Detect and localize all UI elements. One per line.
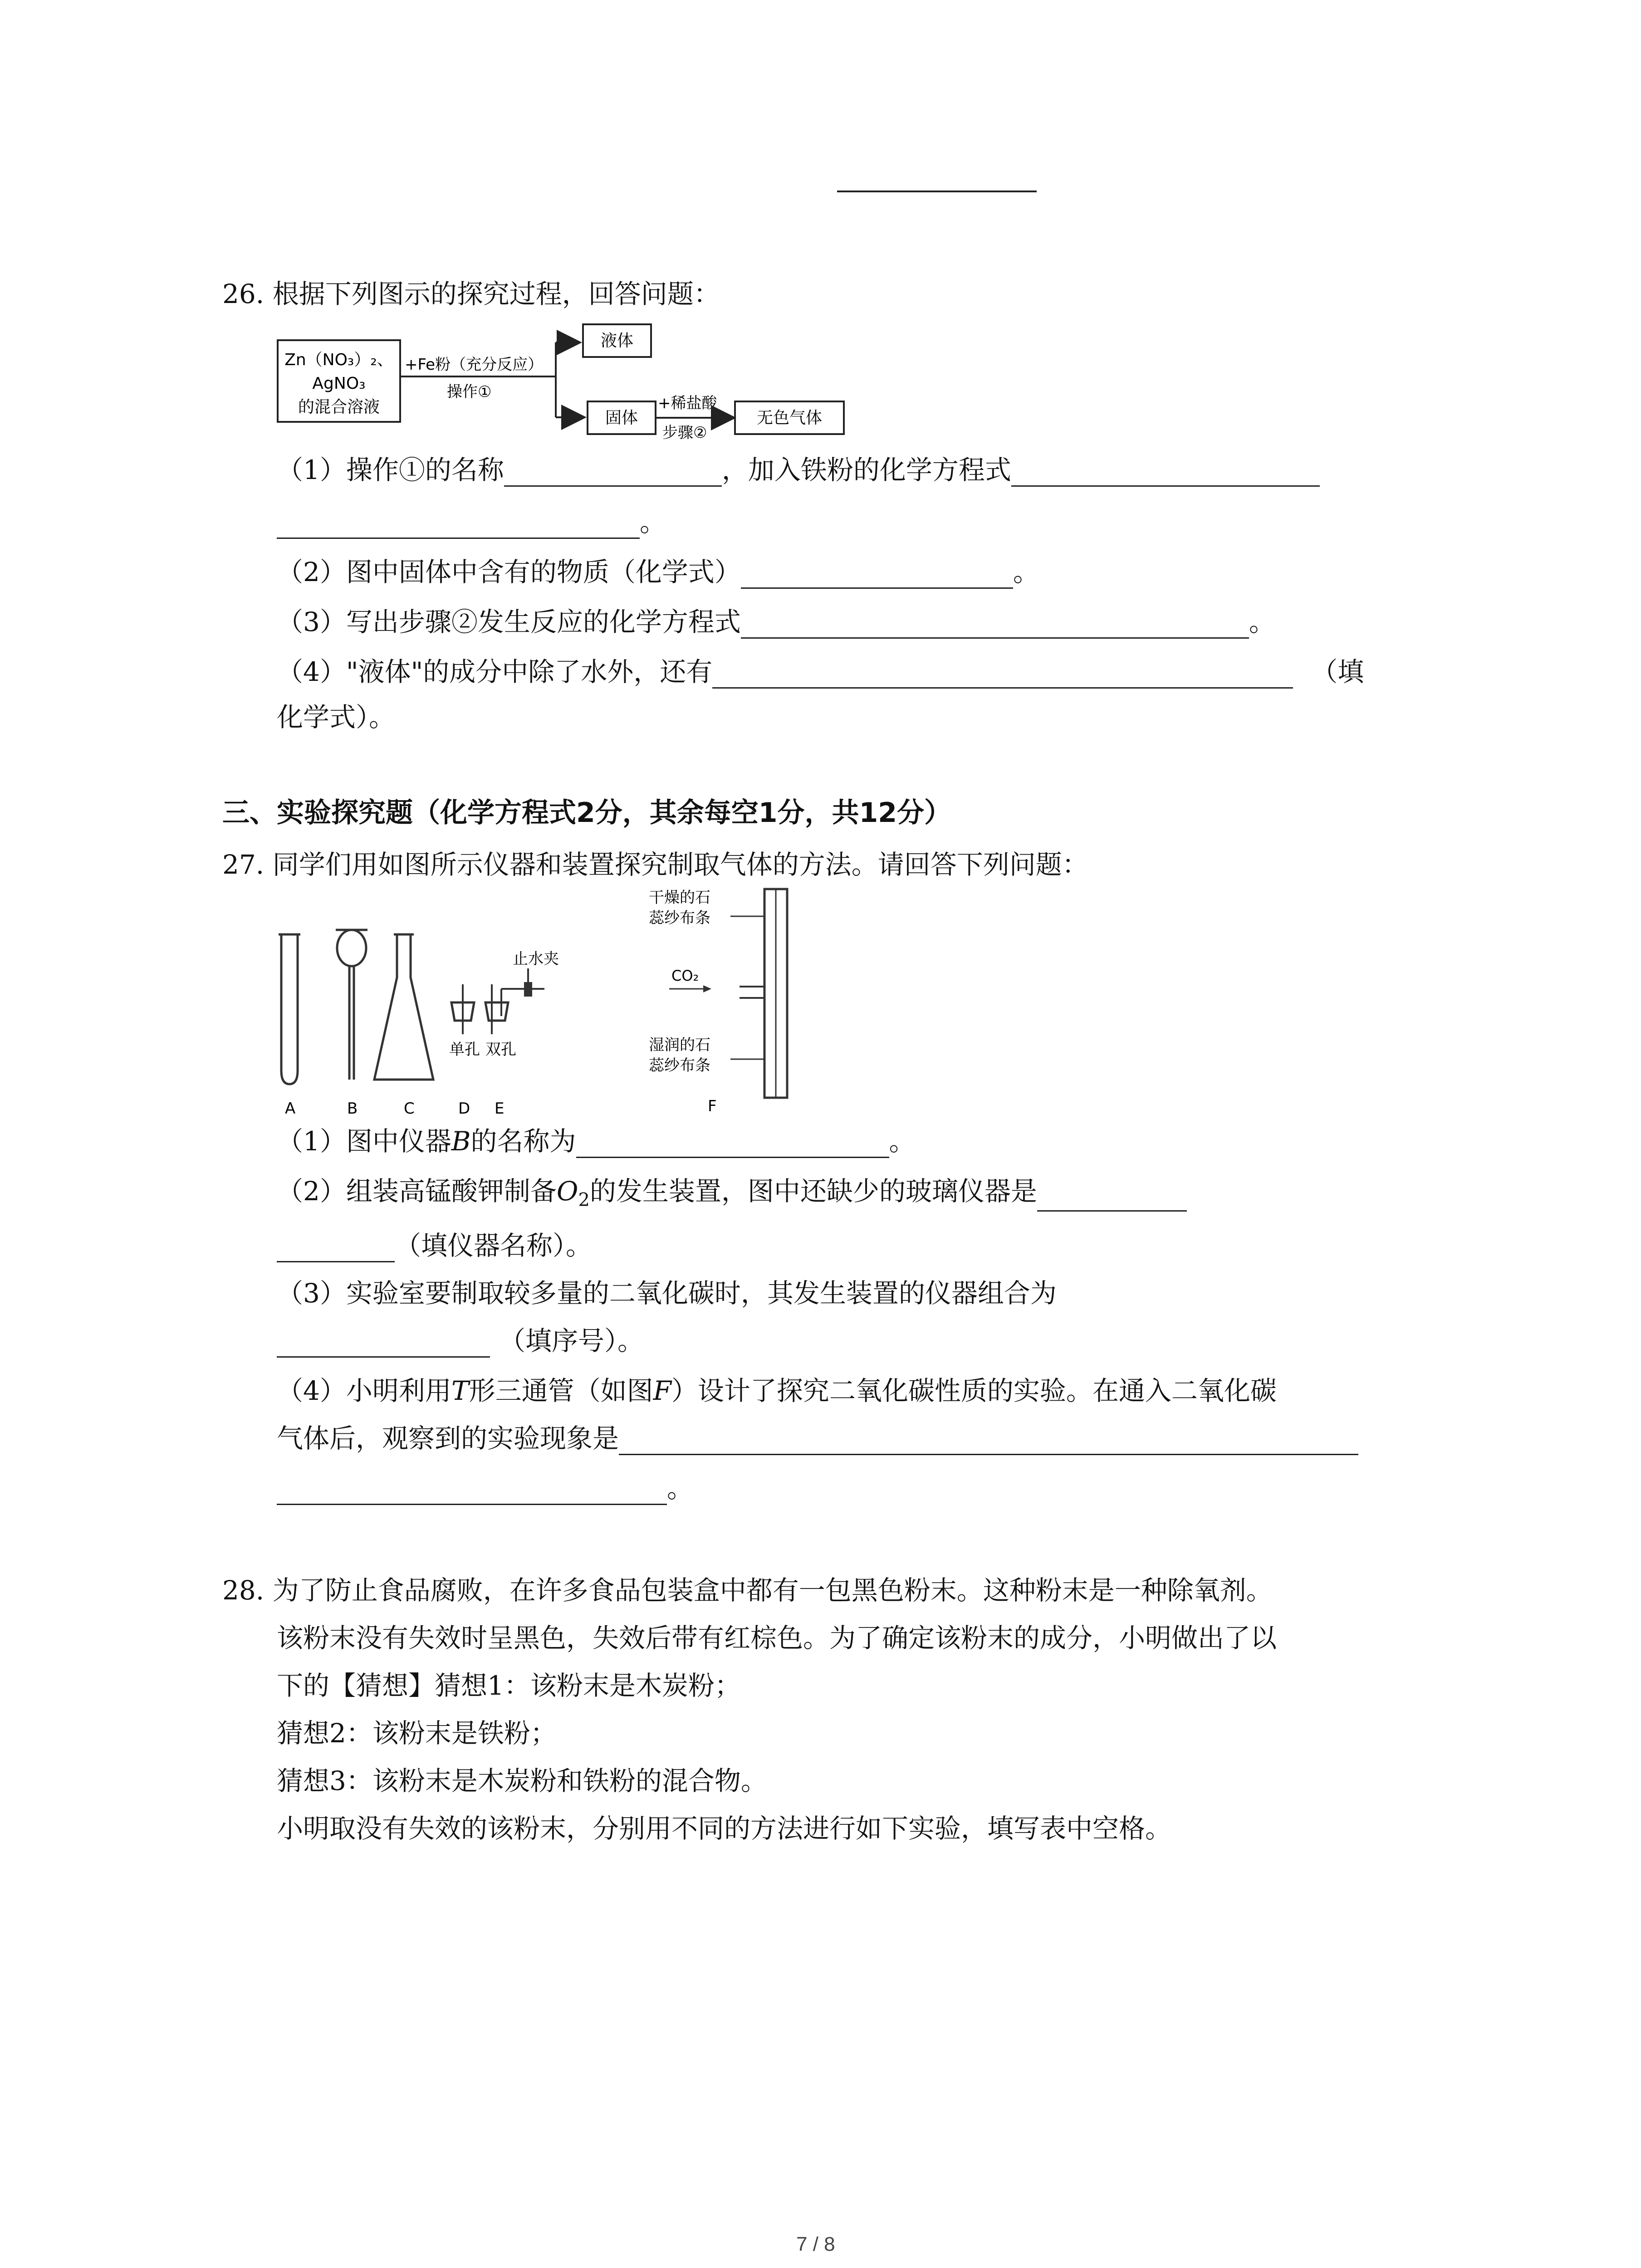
q26-blank-step2-equation[interactable] bbox=[741, 612, 1249, 639]
q26-blank-equation-a[interactable] bbox=[1011, 460, 1320, 487]
q27-part2 bbox=[277, 1175, 1187, 1212]
q28-line3: 下的【猜想】猜想1：该粉末是木炭粉； bbox=[277, 1670, 741, 1701]
q27-part4-line3 bbox=[277, 1472, 693, 1505]
q27-blank-instrument-b[interactable] bbox=[576, 1131, 889, 1158]
funnel-b bbox=[337, 930, 366, 966]
q27-part2-cont bbox=[277, 1229, 592, 1262]
q27-p1-var: B bbox=[451, 1126, 471, 1157]
q27-p2-sub: 2 bbox=[578, 1189, 590, 1211]
q27-blank-phenomenon-a[interactable] bbox=[619, 1428, 1358, 1455]
dry-litmus-label-2: 蕊纱布条 bbox=[649, 909, 710, 927]
q27-p4-var2: F bbox=[653, 1375, 671, 1406]
test-tube-a bbox=[281, 934, 298, 1084]
q26-part1 bbox=[277, 454, 1320, 487]
wet-litmus-label-2: 蕊纱布条 bbox=[649, 1056, 710, 1075]
q27-stem bbox=[222, 848, 1088, 881]
q26-p1-text2: ，加入铁粉的化学方程式 bbox=[721, 455, 1011, 485]
arrow2-top-label: +稀盐酸 bbox=[658, 394, 717, 412]
q28-number: 28. bbox=[222, 1575, 265, 1606]
q27-p4-end: 。 bbox=[667, 1473, 694, 1504]
answer-blank-top[interactable] bbox=[837, 191, 1037, 192]
q27-p2-text3: （填仪器名称）。 bbox=[395, 1230, 593, 1261]
section3-title: 三、实验探究题（化学方程式2分，其余每空1分，共12分） bbox=[222, 797, 951, 829]
q27-p3-text2: （填序号）。 bbox=[499, 1325, 644, 1356]
q26-p3-text: （3）写出步骤②发生反应的化学方程式 bbox=[277, 606, 741, 637]
q26-part1-cont bbox=[277, 506, 666, 539]
co2-label: CO₂ bbox=[671, 967, 699, 984]
arrow1-bottom-label: 操作① bbox=[447, 383, 492, 401]
q27-p4-text3: ）设计了探究二氧化碳性质的实验。在通入二氧化碳 bbox=[671, 1375, 1277, 1406]
page-number: 7 / 8 bbox=[796, 2233, 835, 2255]
flask-c bbox=[374, 934, 433, 1080]
q26-p4-text: （4）"液体"的成分中除了水外，还有 bbox=[277, 656, 713, 687]
q27-p2-var: O bbox=[556, 1176, 578, 1207]
clamp-label: 止水夹 bbox=[513, 950, 559, 968]
q26-p2-text: （2）图中固体中含有的物质（化学式） bbox=[277, 557, 741, 587]
stopper-double-label: 双孔 bbox=[485, 1041, 516, 1059]
q27-part1 bbox=[277, 1125, 916, 1158]
q28-line1 bbox=[222, 1574, 1273, 1607]
q28-line4: 猜想2：该粉末是铁粉； bbox=[277, 1718, 557, 1749]
q27-p4-text: （4）小明利用 bbox=[277, 1375, 451, 1406]
q27-part3-cont bbox=[277, 1325, 644, 1358]
q28-line5: 猜想3：该粉末是木炭粉和铁粉的混合物。 bbox=[277, 1765, 767, 1796]
q27-p4-text4: 气体后，观察到的实验现象是 bbox=[277, 1423, 619, 1454]
q27-part4 bbox=[277, 1374, 1277, 1408]
q26-blank-operation-name[interactable] bbox=[504, 460, 722, 487]
label-c: C bbox=[404, 1100, 415, 1118]
q27-p1-text: （1）图中仪器 bbox=[277, 1126, 451, 1157]
q27-blank-phenomenon-b[interactable] bbox=[277, 1478, 667, 1505]
q27-p1-end: 。 bbox=[889, 1126, 916, 1157]
q28-line2: 该粉末没有失效时呈黑色，失效后带有红棕色。为了确定该粉末的成分，小明做出了以 bbox=[277, 1623, 1277, 1653]
q26-blank-solid-formula[interactable] bbox=[741, 562, 1013, 589]
q27-stem-text: 同学们用如图所示仪器和装置探究制取气体的方法。请回答下列问题： bbox=[272, 849, 1088, 880]
q26-part2 bbox=[277, 556, 1039, 589]
box-solution-line3: 的混合溶液 bbox=[298, 398, 380, 416]
wet-litmus-label-1: 湿润的石 bbox=[649, 1036, 710, 1054]
q27-apparatus-figure bbox=[272, 885, 839, 1120]
box-liquid-label: 液体 bbox=[600, 332, 634, 350]
dry-litmus-label-1: 干燥的石 bbox=[649, 889, 710, 907]
q26-blank-liquid-components[interactable] bbox=[712, 662, 1293, 689]
stopper-single-label: 单孔 bbox=[449, 1041, 480, 1059]
box-solution-line1: Zn（NO₃）₂、 bbox=[284, 351, 393, 369]
q28-line6: 小明取没有失效的该粉末，分别用不同的方法进行如下实验，填写表中空格。 bbox=[277, 1813, 1172, 1844]
q26-stem-text: 根据下列图示的探究过程，回答问题： bbox=[272, 279, 720, 309]
q27-number: 27. bbox=[222, 849, 265, 880]
q27-p2-text2: 的发生装置，图中还缺少的玻璃仪器是 bbox=[589, 1176, 1037, 1207]
q27-blank-missing-glassware-a[interactable] bbox=[1037, 1185, 1187, 1212]
q27-part3: （3）实验室要制取较多量的二氧化碳时，其发生装置的仪器组合为 bbox=[277, 1278, 1057, 1309]
q27-p2-text: （2）组装高锰酸钾制备 bbox=[277, 1176, 557, 1207]
q27-blank-missing-glassware-b[interactable] bbox=[277, 1236, 395, 1262]
box-solid-label: 固体 bbox=[605, 409, 638, 427]
q26-p3-end: 。 bbox=[1249, 606, 1275, 637]
label-b: B bbox=[347, 1100, 358, 1118]
label-d: D bbox=[458, 1100, 470, 1118]
q27-p4-var1: T bbox=[451, 1375, 469, 1406]
stopper-double-e bbox=[485, 1002, 508, 1021]
label-e: E bbox=[495, 1100, 505, 1118]
label-f: F bbox=[708, 1097, 717, 1115]
q26-number: 26. bbox=[222, 279, 265, 309]
arrow2-bottom-label: 步骤② bbox=[662, 424, 707, 442]
arrow1-top-label: +Fe粉（充分反应） bbox=[405, 356, 544, 374]
q27-blank-device-combination[interactable] bbox=[277, 1331, 490, 1358]
q27-p1-text2: 的名称为 bbox=[470, 1126, 576, 1157]
q27-part4-line2 bbox=[277, 1422, 1358, 1455]
box-solution-line2: AgNO₃ bbox=[312, 374, 366, 393]
q26-stem bbox=[222, 278, 720, 311]
q26-part3 bbox=[277, 606, 1275, 639]
q26-part4 bbox=[277, 655, 1364, 689]
clamp-icon bbox=[524, 982, 532, 997]
box-gas-label: 无色气体 bbox=[756, 409, 823, 427]
q26-p1-text: （1）操作①的名称 bbox=[277, 455, 504, 485]
q26-part4-cont: 化学式）。 bbox=[277, 702, 396, 733]
label-a: A bbox=[285, 1100, 296, 1118]
q26-blank-equation-b[interactable] bbox=[277, 512, 640, 539]
q26-p1-end: 。 bbox=[640, 507, 666, 538]
q26-p2-end: 。 bbox=[1013, 557, 1039, 587]
q27-p4-text2: 形三通管（如图 bbox=[469, 1375, 653, 1406]
q28-line1-text: 为了防止食品腐败，在许多食品包装盒中都有一包黑色粉末。这种粉末是一种除氧剂。 bbox=[272, 1575, 1273, 1606]
q26-p4-text2: （填 bbox=[1311, 656, 1364, 687]
q26-flow-diagram bbox=[277, 320, 857, 442]
